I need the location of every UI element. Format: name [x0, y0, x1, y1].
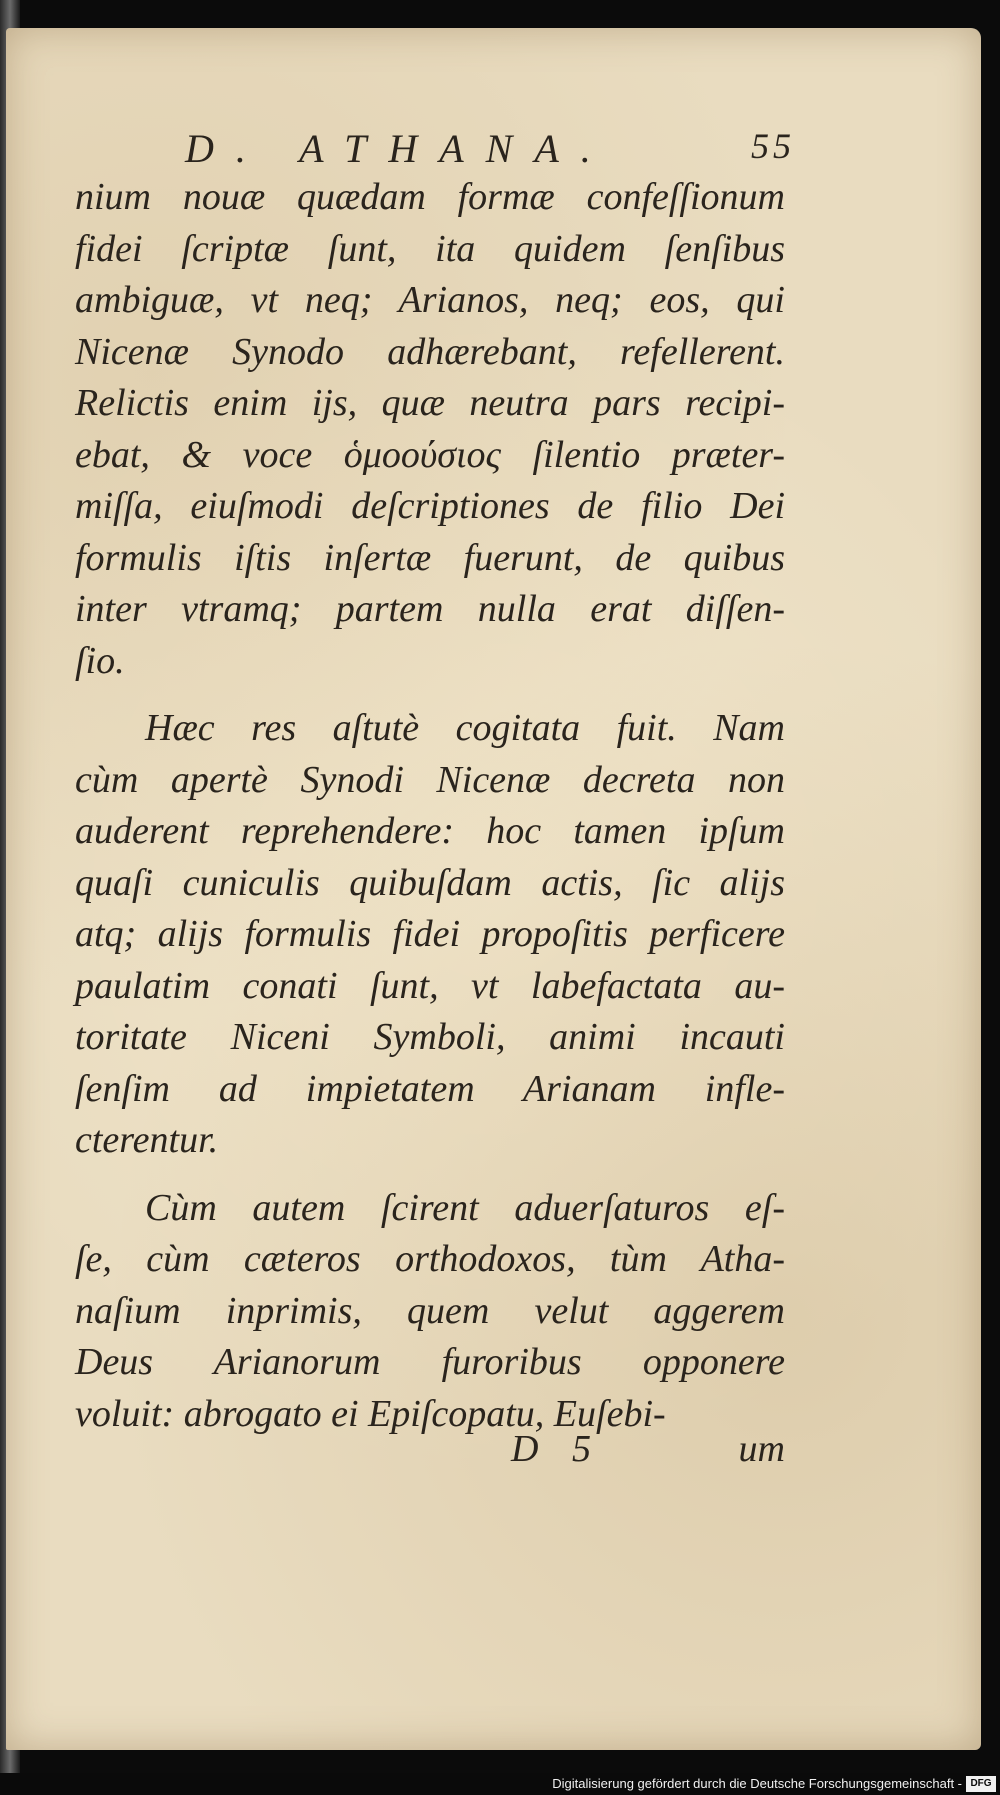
page-number: 55 — [751, 126, 795, 166]
text-line: toritate Niceni Symboli, animi incauti — [75, 1016, 785, 1058]
text-line: nium nouæ quædam formæ confeſſionum — [75, 176, 785, 218]
funding-credit: Digitalisierung gefördert durch die Deutsche Forschungsgemeinschaft - — [552, 1776, 962, 1791]
paragraph — [75, 1183, 785, 1441]
text-line: cùm apertè Synodi Nicenæ decreta non — [75, 758, 785, 801]
body-text — [75, 172, 785, 1440]
text-line: formulis iſtis inſertæ fuerunt, de quibus — [75, 536, 785, 579]
text-line: naſium inprimis, quem velut aggerem — [75, 1289, 785, 1332]
text-line: ebat, & voce ὁμοούσιος ſilentio præter- — [75, 433, 785, 476]
text-line: quaſi cuniculis quibuſdam actis, ſic alijs — [75, 861, 785, 904]
text-line: ſenſim ad impietatem Arianam infle- — [75, 1067, 785, 1110]
text-line: ſio. — [75, 639, 125, 682]
text-line: fidei ſcriptæ ſunt, ita quidem ſenſibus — [75, 227, 785, 270]
dfg-logo: DFG — [966, 1776, 996, 1792]
paragraph — [75, 703, 785, 1167]
text-line: Hæc res aſtutè cogitata fuit. Nam — [145, 707, 785, 749]
paragraph-gap — [75, 687, 785, 703]
paragraph — [75, 172, 785, 687]
text-line: ſe, cùm cæteros orthodoxos, tùm Atha- — [75, 1238, 785, 1280]
text-line: auderent reprehendere: hoc tamen ipſum — [75, 810, 785, 852]
catchline — [505, 1427, 785, 1477]
text-line: inter vtramq; partem nulla erat diſſen- — [75, 588, 785, 630]
text-line: miſſa, eiuſmodi deſcriptiones de filio Dei — [75, 485, 785, 527]
text-line: Nicenæ Synodo adhærebant, refellerent. — [75, 330, 785, 373]
paragraph-gap — [75, 1167, 785, 1183]
text-line: paulatim conati ſunt, vt labefactata au- — [75, 964, 785, 1007]
digitization-footer — [0, 1773, 1000, 1795]
text-line: atq; alijs formulis fidei propoſitis perficere — [75, 913, 785, 955]
text-line: ambiguæ, vt neq; Arianos, neq; eos, qui — [75, 279, 785, 321]
text-line: Cùm autem ſcirent aduerſaturos eſ- — [145, 1186, 785, 1229]
text-line: voluit: abrogato ei Epiſcopatu, Euſebi- — [75, 1392, 666, 1435]
catchword: um — [738, 1428, 785, 1470]
signature-mark: D 5 — [511, 1428, 603, 1470]
text-line: Relictis enim ijs, quæ neutra pars recipi- — [75, 382, 785, 424]
text-line: Deus Arianorum furoribus opponere — [75, 1341, 785, 1383]
running-head — [185, 125, 795, 175]
running-head-title: D. ATHANA. — [185, 126, 613, 171]
text-line: cterentur. — [75, 1119, 219, 1161]
